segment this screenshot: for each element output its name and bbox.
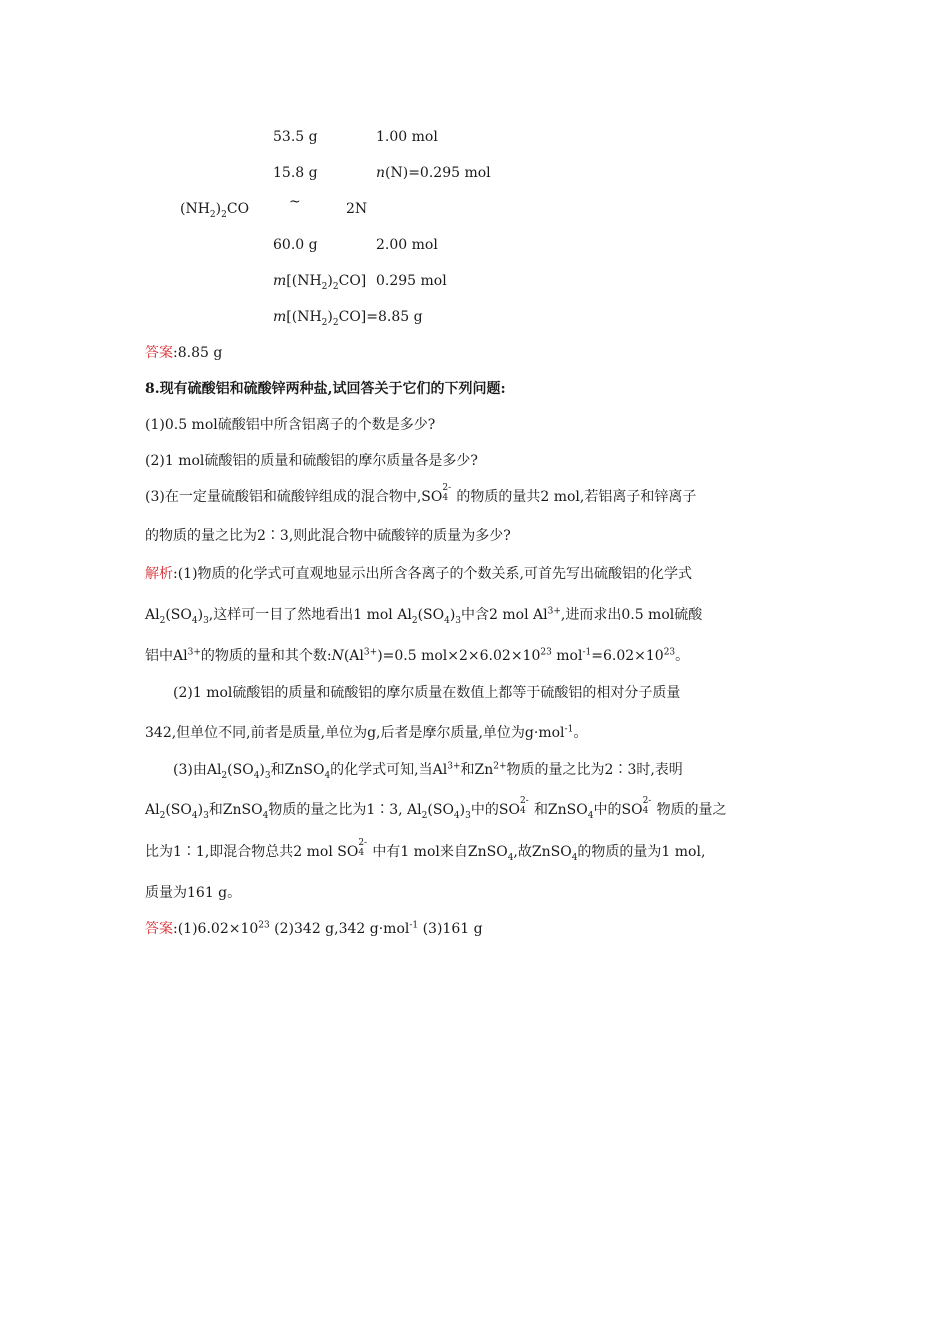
analysis-line-8: 比为1∶1,即混合物总共2 mol SO 2- 4 中有1 mol来自ZnSO$_4$,故ZnSO$_4$的物质的量为1 mol,	[145, 838, 706, 863]
analysis-line-9: 质量为161 g。	[145, 885, 242, 901]
answer-label: 答案	[145, 345, 173, 361]
analysis-line-4: (2)1 mol硫酸铝的质量和硫酸铝的摩尔质量在数值上都等于硫酸铝的相对分子质量	[173, 685, 681, 701]
calc-row-2	[273, 163, 318, 183]
nitrogen-formula: 2N	[346, 201, 368, 217]
analysis-line-3: 铝中$Al^{3+}$的物质的量和其个数$:N(Al^{3+})=0.5$ $mol\times 2\times 6.02\times 10^{23}$ $mol^{-1}=6.02\times 10^{23}$。	[145, 647, 690, 664]
calc-row-1-right	[376, 127, 438, 147]
answer-7: 答案:8.85 g	[145, 345, 223, 361]
sulfate-ion: 2- 4	[442, 483, 452, 503]
analysis-line-6: (3)由$Al_2(SO_4)_3$和ZnSO$_4$的化学式可知,当$Al^{3+}$和$Zn^{2+}$物质的量之比为2∶3时,表明	[173, 761, 683, 781]
urea-formula: $(NH_2)_2CO$	[180, 201, 250, 220]
sulfate-ion: 2- 4	[358, 838, 368, 858]
calc-row-5: $m[(NH_2)_2CO]$	[273, 273, 367, 292]
analysis-line-2: $Al_2(SO_4)_3$,这样可一目了然地看出1 mol $Al_2(SO_4)_3$中含2 mol $Al^{3+}$,进而求出0.5 mol硫酸	[145, 606, 703, 626]
analysis-line-1: 解析:(1)物质的化学式可直观地显示出所含各离子的个数关系,可首先写出硫酸铝的化学式	[145, 566, 692, 582]
sulfate-ion: 2- 4	[642, 796, 652, 816]
mass-value: 15.8 g	[273, 165, 318, 181]
calc-row-1	[273, 127, 318, 147]
calc-row-4: 60.0 g	[273, 237, 318, 253]
analysis-label: 解析	[145, 566, 173, 582]
question-8-title: 8.现有硫酸铝和硫酸锌两种盐,试回答关于它们的下列问题:	[145, 381, 506, 397]
calc-row-5-right: 0.295 mol	[376, 273, 447, 289]
question-8-part-1: (1)0.5 mol硫酸铝中所含铝离子的个数是多少?	[145, 417, 436, 433]
tilde-symbol: ~	[289, 194, 301, 210]
answer-label: 答案	[145, 921, 173, 937]
calc-row-2-right: n(N)=0.295 mol	[376, 165, 491, 181]
mol-value: 1.00 mol	[376, 129, 438, 145]
analysis-line-5: 342,但单位不同,前者是质量,单位为g,后者是摩尔质量,单位为g·mol$^{-1}$。	[145, 724, 588, 741]
question-8-part-3-cont: 的物质的量之比为2∶3,则此混合物中硫酸锌的质量为多少?	[145, 528, 511, 544]
calc-row-6: $m[(NH_2)_2CO]=8.85$ g	[273, 309, 423, 328]
sulfate-ion: 2- 4	[519, 796, 529, 816]
question-8-part-2: (2)1 mol硫酸铝的质量和硫酸铝的摩尔质量各是多少?	[145, 453, 478, 469]
calc-row-4-right: 2.00 mol	[376, 237, 438, 253]
question-8-part-3: (3)在一定量硫酸铝和硫酸锌组成的混合物中,SO 2- 4 的物质的量共2 mol,若铝离子和锌离子	[145, 483, 697, 505]
mass-value: 53.5 g	[273, 129, 318, 145]
analysis-line-7: $Al_2(SO_4)_3$和ZnSO$_4$物质的量之比为1∶3, $Al_2(SO_4)_3$中的SO 2- 4 和ZnSO$_4$中的SO 2- 4 物质的量之	[145, 796, 727, 821]
answer-8: 答案$:(1)6.02\times 10^{23}$ (2)342 g,342 g·mol$^{-1}$ (3)161 g	[145, 920, 483, 937]
